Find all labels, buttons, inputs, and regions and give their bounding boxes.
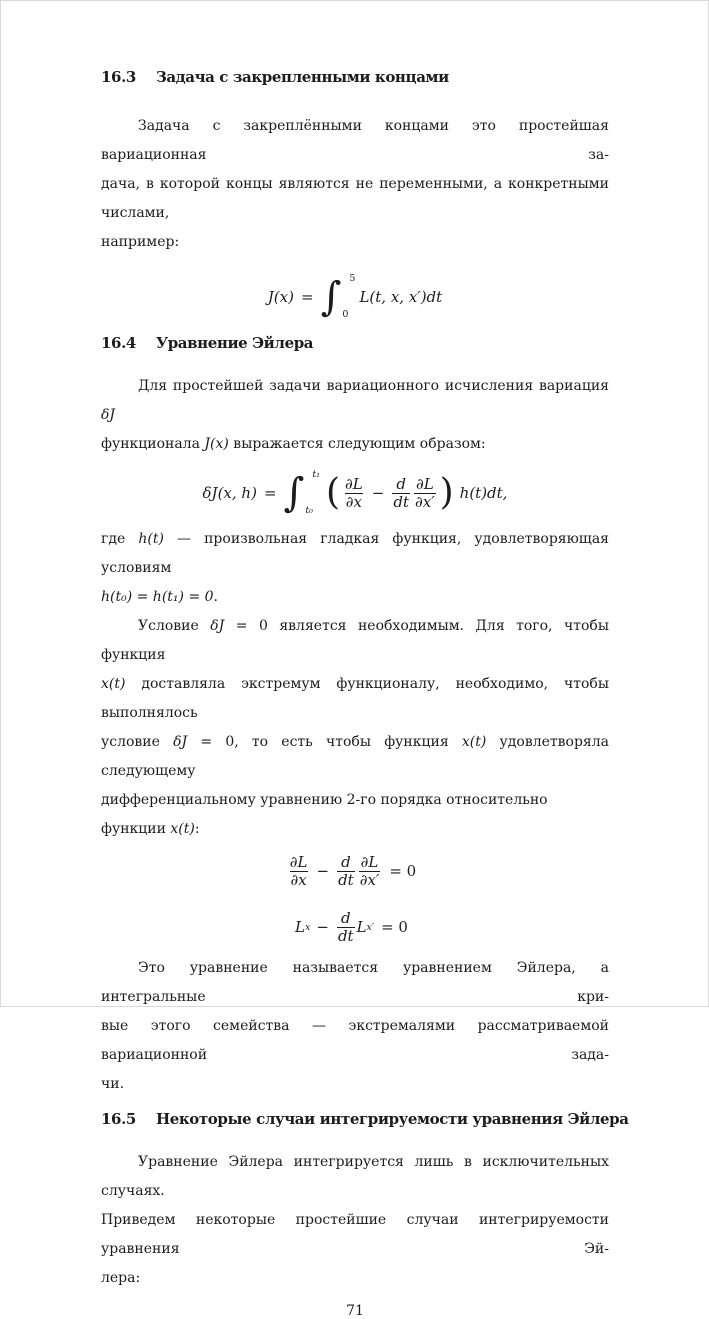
section-title: Некоторые случаи интегрируемости уравнения Эйлера — [155, 1110, 629, 1128]
text-line: вые этого семейства — экстремалями рассматриваемой вариационной зада- — [101, 1018, 609, 1063]
formula-lhs: δJ(x, h) — [202, 484, 257, 502]
right-paren: ) — [439, 472, 454, 513]
integral-lower-limit: 0 — [342, 309, 349, 320]
text-line: Это уравнение называется уравнением Эйлера, а интегральные кри- — [101, 960, 609, 1005]
equals-zero: = 0 — [389, 862, 417, 880]
minus-sign: − — [316, 918, 329, 936]
equals-zero: = 0 — [381, 918, 408, 936]
text-line: дифференциальному уравнению 2-го порядка относительно функции x(t): — [101, 792, 548, 837]
text-line: функционала J(x) выражается следующим образом: — [101, 436, 486, 452]
minus-sign: − — [316, 862, 330, 880]
fraction-d-dt: $\frac{d}{dt}$ — [337, 908, 354, 945]
section-title: Задача с закрепленными концами — [155, 68, 449, 86]
L-subscript: x — [305, 921, 311, 933]
fraction-dL-dx: $\frac{\partial L}{\partial x}$ — [289, 852, 308, 889]
left-paren: ( — [326, 472, 341, 513]
section-title: Уравнение Эйлера — [155, 334, 314, 352]
fraction-d-dt: $\frac{d}{dt}$ — [338, 852, 354, 889]
formula-euler-short — [101, 904, 609, 950]
integral-upper-limit: t₁ — [312, 469, 320, 480]
paragraph-necessary-condition — [101, 612, 609, 844]
text-line: чи. — [101, 1076, 125, 1092]
L-term: L — [295, 918, 305, 936]
integral-upper-limit: 5 — [349, 273, 356, 284]
L-term: L — [356, 918, 367, 936]
integral-sign: ∫ — [283, 470, 305, 516]
integral-sign: ∫ — [320, 274, 342, 320]
text-line: Задача с закреплёнными концами это простейшая вариационная за- — [101, 118, 609, 163]
section-number: 16.5 — [101, 1110, 136, 1128]
paragraph-integrability-intro — [101, 1148, 609, 1293]
fraction-dL-dxprime: $\frac{\partial L}{\partial x'}$ — [414, 474, 435, 511]
paragraph-h-condition — [101, 525, 609, 612]
section-number: 16.4 — [101, 334, 136, 352]
page-number: 71 — [346, 1303, 364, 1319]
formula-euler-equation — [101, 848, 609, 894]
integral-limits — [342, 274, 355, 320]
paragraph-euler-name — [101, 954, 609, 1099]
formula-tail: h(t)dt, — [459, 484, 508, 502]
formula-lhs: J(x) — [267, 288, 294, 306]
equals-sign: = — [300, 288, 314, 306]
text-line: x(t) доставляла экстремум функционалу, необходимо, чтобы выполнялось — [101, 676, 609, 721]
fraction-dL-dx: $\frac{\partial L}{\partial x}$ — [345, 474, 363, 511]
text-line: Условие δJ = 0 является необходимым. Для того, чтобы функция — [101, 618, 609, 663]
equals-sign: = — [263, 484, 277, 502]
L-subscript: x′ — [366, 921, 375, 933]
text-line: где h(t) — произвольная гладкая функция, удовлетворяющая условиям — [101, 531, 609, 576]
formula-variation — [101, 465, 609, 521]
section-heading-16-3 — [101, 67, 609, 88]
section-number: 16.3 — [101, 68, 136, 86]
paragraph-fixed-ends — [101, 112, 609, 257]
text-line: лера: — [101, 1270, 141, 1286]
paragraph-variation-intro — [101, 372, 609, 459]
text-line: Приведем некоторые простейшие случаи интегрируемости уравнения Эй- — [101, 1212, 609, 1257]
text-line: h(t₀) = h(t₁) = 0. — [101, 589, 218, 605]
integral-lower-limit: t₀ — [305, 505, 313, 516]
fraction-d-dt: $\frac{d}{dt}$ — [393, 474, 409, 511]
integrand: L(t, x, x′)dt — [359, 288, 443, 306]
section-heading-16-4 — [101, 333, 609, 354]
section-heading-16-5 — [101, 1109, 629, 1130]
text-line: например: — [101, 234, 180, 250]
text-line: условие δJ = 0, то есть чтобы функция x(t) удовлетворяла следующему — [101, 734, 609, 779]
text-line: Для простейшей задачи вариационного исчисления вариация δJ — [101, 378, 609, 423]
minus-sign: − — [371, 484, 385, 502]
fraction-dL-dxprime: $\frac{\partial L}{\partial x'}$ — [359, 852, 380, 889]
formula-functional-example — [101, 269, 609, 325]
integral-limits — [305, 470, 320, 516]
text-line: дача, в которой концы являются не переменными, а конкретными числами, — [101, 176, 609, 221]
text-line: Уравнение Эйлера интегрируется лишь в исключительных случаях. — [101, 1154, 609, 1199]
